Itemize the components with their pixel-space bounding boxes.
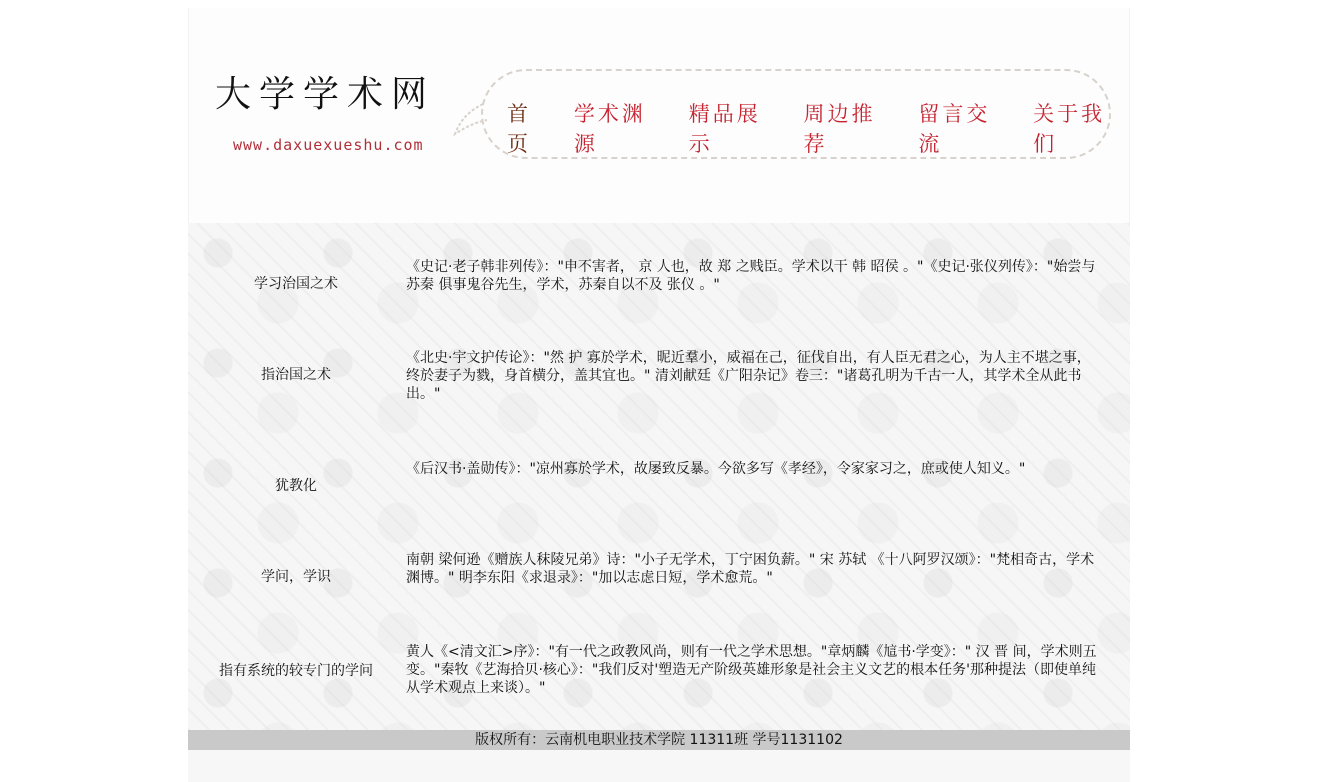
term-cell: 指治国之术 xyxy=(261,367,331,383)
definitions-table xyxy=(188,223,1130,730)
main-nav xyxy=(507,98,1129,158)
nav-item-academic-origins[interactable]: 学术渊源 xyxy=(573,102,646,156)
term-cell: 指有系统的较专门的学问 xyxy=(219,663,373,679)
definition-cell: 《史记·老子韩非列传》："申不害者， 京 人也，故 郑 之贱臣。学术以干 韩 昭侯 。"《史记·张仪列传》："始尝与 苏秦 俱事鬼谷先生，学术，苏秦自以不及 张仪 。" xyxy=(406,259,1096,293)
term-cell: 犹教化 xyxy=(275,478,317,494)
site-logo-url: www.daxuexueshu.com xyxy=(233,136,424,154)
definition-cell: 《北史·宇文护传论》："然 护 寡於学术，昵近羣小，威福在己，征伐自出，有人臣无君之心，为人主不堪之事，终於妻子为戮，身首横分，盖其宜也。" 清刘献廷《广阳杂记》卷三："诸葛孔明为千古一人，其学术全从此书出。" xyxy=(406,350,1091,402)
nav-item-nearby[interactable]: 周边推荐 xyxy=(803,102,876,156)
nav-item-featured[interactable]: 精品展示 xyxy=(688,102,761,156)
nav-item-about[interactable]: 关于我们 xyxy=(1033,102,1106,156)
footer-bottom-band xyxy=(188,750,1130,782)
nav-item-messages[interactable]: 留言交流 xyxy=(918,102,991,156)
nav-item-home[interactable]: 首页 xyxy=(507,102,531,156)
site-header xyxy=(188,8,1130,223)
term-cell: 学习治国之术 xyxy=(254,276,338,292)
definition-cell: 黄人《<清文汇>序》："有一代之政教风尚，则有一代之学术思想。"章炳麟《訄书·学变》：" 汉 晋 间，学术则五变。"秦牧《艺海拾贝·核心》："我们反对'塑造无产阶级英雄形象是社会主义文艺的根本任务'那种提法（即使单纯从学术观点上来谈）。" xyxy=(406,644,1097,696)
site-logo-title: 大学学术网 xyxy=(215,74,436,115)
definition-cell: 《后汉书·盖勋传》："凉州寡於学术，故屡致反暴。今欲多写《孝经》，令家家习之，庶或使人知义。" xyxy=(406,461,1026,477)
term-cell: 学问，学识 xyxy=(261,569,331,585)
definition-cell: 南朝 梁何逊《赠族人秣陵兄弟》诗："小子无学术，丁宁困负薪。" 宋 苏轼 《十八阿罗汉颂》："梵相奇古，学术渊博。" 明李东阳《求退录》："加以志虑日短，学术愈荒。" xyxy=(406,552,1095,586)
page xyxy=(188,8,1130,782)
footer-copyright: 版权所有：云南机电职业技术学院 11311班 学号1131102 xyxy=(188,730,1130,750)
